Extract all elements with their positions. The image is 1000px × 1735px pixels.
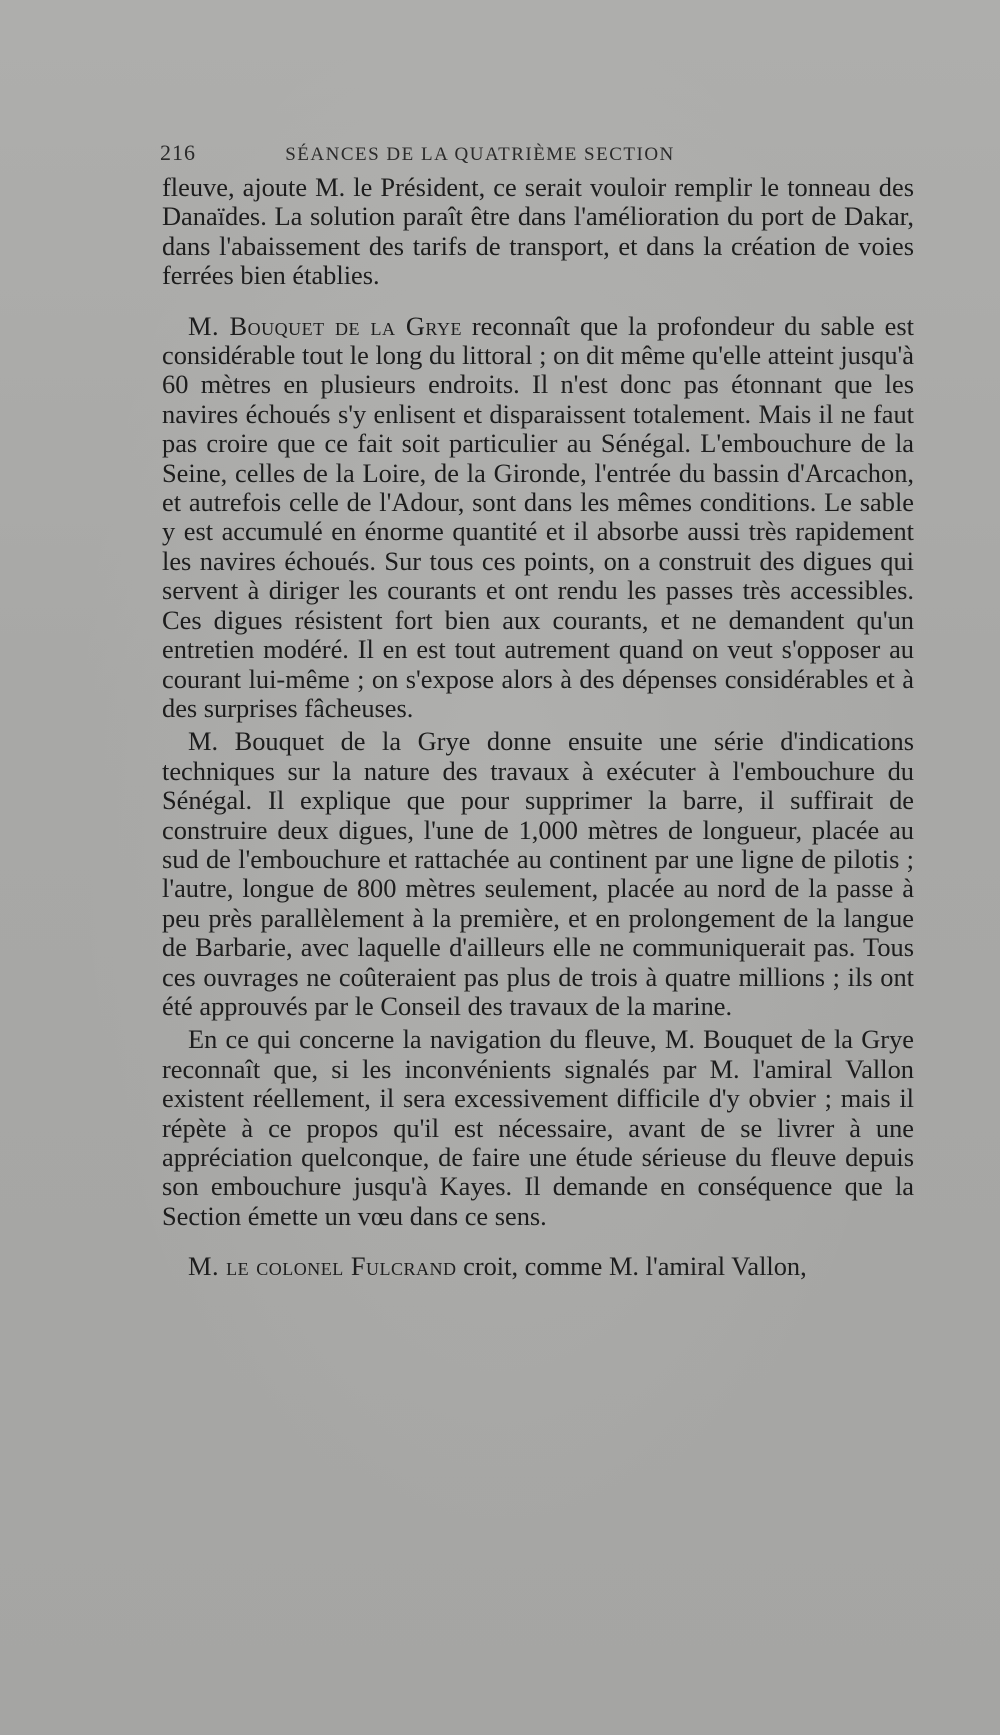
paragraph-bouquet-reply [162, 312, 914, 724]
paragraph-text: M. Bouquet de la Grye donne ensuite une série d'indications techniques sur la nature des travaux à exécuter à l'embouchure du Sénégal. Il explique que pour supprimer la barre, il suffirait de construire deux digues, l'une de 1,000 mètres de longueur, placée au sud de l'embouchure et rattachée au continent par une ligne de pilotis ; l'autre, longue de 800 mètres seulement, placée au nord de la passe à peu près parallèlement à la première, et en prolongement de la langue de Barbarie, avec laquelle d'ailleurs elle ne communiquerait pas. Tous ces ouvrages ne coûteraient pas plus de trois à quatre millions ; ils ont été approuvés par le Conseil des travaux de la marine. [162, 726, 914, 1021]
paragraph-text: En ce qui concerne la navigation du fleuve, M. Bouquet de la Grye reconnaît que, si les inconvénients signalés par M. l'amiral Vallon existent réellement, il sera excessivement difficile d'y obvier ; mais il répète à ce propos qu'il est nécessaire, avant de se livrer à une appréciation quelconque, de faire une étude sérieuse du fleuve depuis son embouchure jusqu'à Kayes. Il demande en conséquence que la Section émette un vœu dans ce sens. [162, 1024, 914, 1231]
paragraph-president-remark [162, 173, 914, 291]
paragraph-fulcrand [162, 1252, 914, 1281]
body-text [162, 173, 914, 1282]
paragraph-river-navigation [162, 1025, 914, 1231]
speaker-name: M. Bouquet de la Grye [188, 310, 462, 341]
paragraph-text: croit, comme M. l'amiral Vallon, [456, 1251, 807, 1282]
running-head: SÉANCES DE LA QUATRIÈME SECTION [285, 144, 675, 165]
paragraph-text: reconnaît que la profondeur du sable est considérable tout le long du littoral ; on dit même qu'elle atteint jusqu'à 60 mètres en plusieurs endroits. Il n'est donc pas étonnant que les navires échoués s'y enlisent et disparaissent totalement. Mais il ne faut pas croire que ce fait soit particulier au Sénégal. L'embouchure de la Seine, celles de la Loire, de la Gironde, l'entrée du bassin d'Arcachon, et autrefois celle de l'Adour, sont dans les mêmes conditions. Le sable y est accumulé en énorme quantité et il absorbe aussi très rapidement les navires échoués. Sur tous ces points, on a construit des digues qui servent à diriger les courants et ont rendu les passes très accessibles. Ces digues résistent fort bien aux courants, et ne demandent qu'un entretien modéré. Il en est tout autrement quand on veut s'opposer au courant lui-même ; on s'expose alors à des dépenses considérables et à des surprises fâcheuses. [162, 310, 914, 723]
page-number: 216 [160, 140, 196, 165]
page-header [160, 140, 730, 166]
paragraph-text: fleuve, ajoute M. le Président, ce serait vouloir remplir le tonneau des Danaïdes. La solution paraît être dans l'amélioration du port de Dakar, dans l'abaissement des tarifs de transport, et dans la création de voies ferrées bien établies. [162, 172, 914, 291]
speaker-name: M. le colonel Fulcrand [188, 1251, 457, 1282]
paragraph-technical-indications [162, 727, 914, 1021]
